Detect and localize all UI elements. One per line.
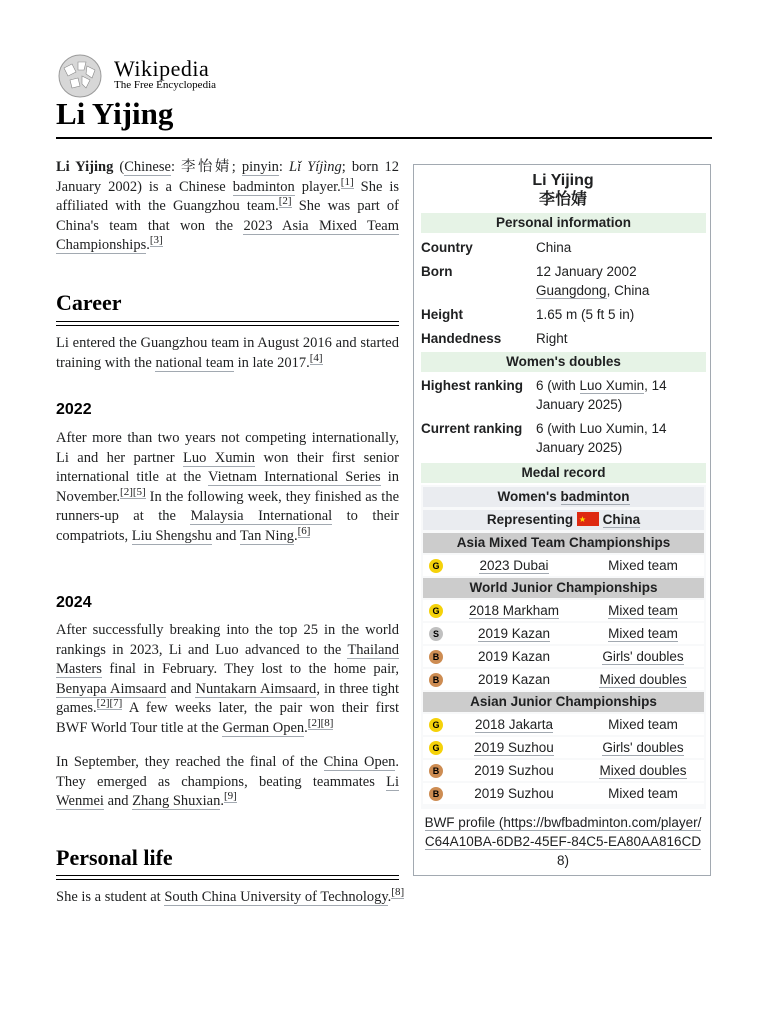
career-text: In September, they reached the final of the	[56, 754, 318, 770]
ref-3[interactable]: [3]	[149, 234, 163, 247]
medal-competition-header[interactable]: World Junior Championships	[423, 578, 704, 598]
medal-sport-header	[423, 487, 704, 507]
career-text: , in three tight games.	[56, 680, 399, 716]
career-paragraph-september: In September, they reached the final of the China Open. They emerged as champions, beating teammates Li Wenmei and Zhang Shuxian.[9]	[56, 754, 400, 809]
career-text: A few weeks later, the pair won their first BWF World Tour title at the	[56, 700, 400, 736]
ref-8[interactable]: [8]	[391, 886, 405, 899]
medal-event: 2019 Suzhou	[474, 763, 554, 778]
site-header	[56, 54, 356, 98]
link-zhang-shuxian[interactable]: Zhang Shuxian	[132, 793, 221, 809]
intro-text: player.	[301, 178, 341, 195]
link-pinyin[interactable]: pinyin	[241, 159, 279, 175]
infobox-name-chinese: 李怡婧	[538, 191, 587, 208]
heading-personal-life: Personal life	[56, 845, 173, 870]
infobox-value: Right	[536, 331, 568, 346]
ref-2-7[interactable]: [2][7]	[96, 697, 123, 710]
site-wordmark[interactable]: Wikipedia	[114, 56, 210, 81]
infobox-value: 1.65 m (5 ft 5 in)	[536, 307, 635, 322]
intro-text: She was part of China's team that won the	[56, 198, 400, 234]
heading-2024: 2024	[56, 594, 92, 611]
medal-discipline[interactable]: Girls' doubles	[602, 649, 684, 664]
medal-row	[423, 669, 704, 690]
infobox-section-personal: Personal information	[421, 213, 706, 233]
medal-event-cell	[449, 623, 579, 644]
bronze-medal-icon: B	[429, 673, 443, 687]
medal-row	[423, 737, 704, 758]
career-text: and	[170, 680, 192, 697]
medal-discipline[interactable]: Mixed doubles	[599, 763, 687, 778]
heading-career: Career	[56, 290, 122, 315]
title-divider	[56, 137, 712, 139]
medal-discipline[interactable]: Mixed team	[608, 626, 678, 641]
medal-discipline[interactable]: Mixed doubles	[599, 672, 687, 687]
gold-medal-icon: G	[429, 741, 443, 755]
medal-event-cell	[449, 783, 579, 804]
link-luo-xumin[interactable]: Luo Xumin	[183, 449, 256, 466]
ref-2-5[interactable]: [2][5]	[120, 485, 146, 498]
link-nuntakarn-aimsaard[interactable]: Nuntakarn Aimsaard	[195, 680, 317, 697]
career-paragraph-2022: After more than two years not competing internationally, Li and her partner Luo Xumin won their first senior international title at the Vietnam International Series in November.[2][5] In the following week, they finished as the runners-up at the Malaysia International to their compatriots, Liu Shengshu and Tan Ning.[6]	[56, 430, 400, 544]
career-text: After successfully breaking into the top 25 in the world rankings in 2023, Li and Luo advanced to the	[56, 622, 399, 658]
medal-event[interactable]: 2019 Suzhou	[474, 740, 554, 755]
medal-event[interactable]: 2019 Kazan	[477, 626, 551, 641]
medal-representing-header	[423, 510, 704, 530]
medal-event[interactable]: 2018 Markham	[468, 603, 560, 618]
career-text: and	[215, 527, 237, 544]
link-badminton[interactable]: badminton	[232, 178, 295, 195]
link-benyapa-aimsaard[interactable]: Benyapa Aimsaard	[56, 680, 167, 697]
career-text: Li entered the Guangzhou team in August 2016 and started training with the	[56, 335, 399, 371]
career-text: In the following week, they finished as the runners-up at the	[56, 488, 400, 524]
medal-event-cell	[449, 760, 579, 781]
heading-2022: 2022	[56, 401, 92, 418]
medal-row	[423, 623, 704, 644]
gold-medal-icon: G	[429, 604, 443, 618]
infobox-label: Country	[421, 240, 473, 255]
bwf-profile-link[interactable]	[414, 813, 712, 870]
medal-discipline-cell	[583, 646, 703, 667]
infobox	[413, 164, 711, 876]
medal-discipline-cell	[583, 737, 703, 758]
link-luo-xumin-infobox[interactable]: Luo Xumin	[579, 378, 645, 393]
infobox-label: Handedness	[421, 331, 502, 346]
ref-9[interactable]: [9]	[223, 790, 237, 803]
ref-6[interactable]: [6]	[297, 524, 311, 537]
medal-discipline: Mixed team	[608, 717, 678, 732]
link-scut[interactable]: South China University of Technology	[164, 889, 388, 905]
wikipedia-globe-icon[interactable]	[56, 54, 104, 98]
link-china-open[interactable]: China Open	[323, 754, 396, 770]
link-thailand-masters[interactable]: Thailand Masters	[56, 641, 399, 677]
medal-discipline-cell	[583, 714, 703, 735]
link-li-wenmei[interactable]: Li Wenmei	[56, 773, 400, 809]
personal-paragraph: She is a student at South China University of Technology.[8]	[56, 886, 405, 905]
infobox-title	[414, 171, 712, 209]
gold-medal-icon: G	[429, 559, 443, 573]
infobox-value	[536, 262, 706, 300]
career-text: After more than two years not competing internationally, Li and her partner	[56, 430, 399, 466]
medal-womens: Women's	[497, 489, 557, 504]
bwf-link-line[interactable]: C64A10BA-6DB2-45EF-84C5-EA80AA816CD	[424, 834, 702, 849]
link-tan-ning[interactable]: Tan Ning	[239, 527, 294, 544]
link-national-team[interactable]: national team	[155, 354, 234, 371]
born-date: 12 January 2002	[536, 264, 637, 279]
medal-row	[423, 783, 704, 804]
career-text: won their first senior international title at the	[56, 449, 400, 485]
infobox-name: Li Yijing	[532, 172, 594, 189]
career-text: in November.	[56, 469, 399, 505]
career-text: in late 2017.	[237, 354, 310, 371]
infobox-section-womens-doubles: Women's doubles	[421, 352, 706, 372]
medal-row	[423, 646, 704, 667]
ranking-text: , 14 January 2025)	[536, 378, 667, 412]
medal-event-cell	[449, 555, 579, 576]
link-liu-shengshu[interactable]: Liu Shengshu	[131, 527, 212, 544]
medal-discipline-cell	[583, 783, 703, 804]
career-text: to their compatriots,	[56, 508, 399, 544]
medal-event: 2019 Suzhou	[474, 786, 554, 801]
ref-4[interactable]: [4]	[309, 351, 323, 364]
intro-paragraph: Li Yijing (Chinese: 李怡婧; pinyin: Lǐ Yíjìng; born 12 January 2002) is a Chinese badminton player.[1] She is affiliated with the Guangzhou team.[2] She was part of China's team that won the 2023 Asia Mixed Team Championships.[3]	[56, 159, 400, 253]
intro-name: Li Yijing	[56, 159, 114, 175]
career-paragraph-2024: After successfully breaking into the top 25 in the world rankings in 2023, Li and Luo advanced to the Thailand Masters final in February. They lost to the home pair, Benyapa Aimsaard and Nuntakarn Aimsaard, in three tight games.[2][7] A few weeks later, the pair won their first BWF World Tour title at the German Open.[2][8]	[56, 622, 400, 736]
career-text: and	[107, 793, 129, 809]
medal-discipline-cell	[583, 760, 703, 781]
ref-2[interactable]: [2]	[278, 195, 292, 208]
infobox-value	[536, 376, 706, 414]
infobox-value: China	[536, 240, 572, 255]
link-china-team[interactable]: China	[602, 512, 641, 527]
medal-discipline-cell	[583, 600, 703, 621]
medal-discipline[interactable]: Mixed team	[608, 603, 678, 618]
intro-text: She is affiliated with the Guangzhou team.	[56, 178, 400, 214]
medal-row	[423, 760, 704, 781]
bronze-medal-icon: B	[429, 650, 443, 664]
medal-event-cell	[449, 714, 579, 735]
medal-event-cell	[449, 669, 579, 690]
bwf-link-line[interactable]: 8)	[556, 853, 569, 868]
personal-divider	[56, 875, 399, 880]
career-text: final in February. They lost to the home pair,	[109, 661, 399, 677]
infobox-label: Height	[421, 307, 463, 322]
link-guangdong[interactable]: Guangdong	[536, 283, 607, 298]
career-text: . They emerged as champions, beating teammates	[56, 754, 400, 790]
infobox-label: Current ranking	[421, 421, 523, 436]
bronze-medal-icon: B	[429, 764, 443, 778]
born-rest: , China	[606, 283, 650, 298]
personal-text: She is a student at	[56, 889, 161, 905]
china-flag-icon	[577, 512, 599, 526]
pinyin-name: Lǐ Yíjìng	[289, 159, 342, 175]
medal-event: 2019 Kazan	[477, 649, 551, 664]
silver-medal-icon: S	[429, 627, 443, 641]
representing-label: Representing	[486, 512, 574, 527]
medal-competition-header[interactable]: Asia Mixed Team Championships	[423, 533, 704, 553]
medal-discipline-cell	[583, 555, 703, 576]
career-paragraph-1	[56, 334, 399, 373]
bronze-medal-icon: B	[429, 787, 443, 801]
link-chinese[interactable]: Chinese	[124, 159, 171, 175]
medal-event[interactable]: 2018 Jakarta	[474, 717, 554, 732]
medal-row	[423, 600, 704, 621]
medal-event[interactable]: 2023 Dubai	[479, 558, 549, 573]
ranking-text: 6 (with	[536, 378, 576, 393]
link-german-open[interactable]: German Open	[222, 719, 305, 736]
bwf-link-line[interactable]: BWF profile (https://bwfbadminton.com/player/	[424, 815, 702, 830]
medal-discipline[interactable]: Girls' doubles	[602, 740, 684, 755]
page-title: Li Yijing	[56, 96, 174, 131]
infobox-value: 6 (with Luo Xumin, 14 January 2025)	[536, 421, 667, 455]
ref-2-8[interactable]: [2][8]	[307, 716, 334, 729]
chinese-name: 李怡婧	[181, 159, 232, 175]
medal-competition-header[interactable]: Asian Junior Championships	[423, 692, 704, 712]
medal-event-cell	[449, 646, 579, 667]
medal-event-cell	[449, 600, 579, 621]
medal-discipline: Mixed team	[608, 558, 678, 573]
link-vietnam-international-series[interactable]: Vietnam International Series	[207, 469, 381, 485]
career-divider	[56, 321, 399, 326]
infobox-section-medal-record: Medal record	[421, 463, 706, 483]
medal-event-cell	[449, 737, 579, 758]
site-tagline: The Free Encyclopedia	[114, 79, 217, 91]
link-2023-asia-mixed-team[interactable]: 2023 Asia Mixed Team Championships	[56, 217, 399, 253]
gold-medal-icon: G	[429, 718, 443, 732]
medal-discipline-cell	[583, 623, 703, 644]
medal-row	[423, 555, 704, 576]
infobox-label: Highest ranking	[421, 378, 524, 393]
intro-text: ; born 12 January 2002) is a Chinese	[56, 159, 399, 195]
ref-1[interactable]: [1]	[340, 175, 354, 188]
infobox-label: Born	[421, 264, 453, 279]
medal-discipline: Mixed team	[608, 786, 678, 801]
link-malaysia-international[interactable]: Malaysia International	[190, 508, 333, 524]
link-badminton-infobox[interactable]: badminton	[560, 489, 630, 504]
medal-discipline-cell	[583, 669, 703, 690]
medal-row	[423, 714, 704, 735]
medal-event: 2019 Kazan	[477, 672, 551, 687]
